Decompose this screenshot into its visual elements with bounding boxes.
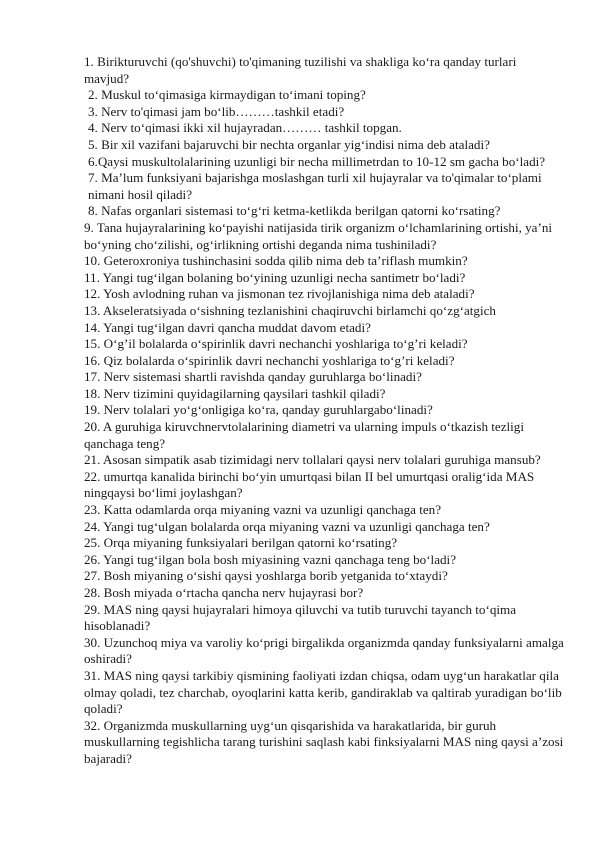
question-30: 30. Uzunchoq miya va varoliy ko‘prigi birgalikda organizmda qanday funksiyalarni amalga oshiradi? — [84, 634, 564, 667]
question-13: 13. Akseleratsiyada o‘sishning tezlanishini chaqiruvchi birlamchi qo‘zg‘atgich — [84, 302, 496, 318]
question-28: 28. Bosh miyada o‘rtacha qancha nerv hujayrasi bor? — [84, 585, 364, 600]
question-22: 22. umurtqa kanalida birinchi bo‘yin umurtqasi bilan II bel umurtqasi oralig‘ida MAS ningqaysi bo‘limi joylashgan? — [84, 468, 535, 501]
question-31: 31. MAS ning qaysi tarkibiy qismining faoliyati izdan chiqsa, odam uyg‘un harakatlar qila olmay qoladi, tez charchab, oyoqlarini katta kerib, gandiraklab va qaltirab yuradigan bo‘lib qoladi? — [84, 667, 562, 717]
question-8: 8. Nafas organlari sistemasi to‘g‘ri ketma-ketlikda berilgan qatorni ko‘rsating? — [88, 203, 501, 219]
question-20: 20. A guruhiga kiruvchnervtolalarining diametri va ularning impuls o‘tkazish tezligi qanchaga teng? — [84, 419, 524, 451]
question-4: 4. Nerv to‘qimasi ikki xil hujayradan……… tashkil topgan. — [88, 120, 402, 136]
question-32: 32. Organizmda muskullarning uyg‘un qisqarishida va harakatlarida, bir guruh muskullarning tegishlicha tarang turishini saqlash kabi finksiyalarni MAS ning qaysi a’zosi bajaradi? — [84, 717, 564, 766]
question-23: 23. Katta odamlarda orqa miyaning vazni va uzunligi qanchaga ten? — [84, 502, 442, 518]
question-16: 16. Qiz bolalarda o‘spirinlik davri nechanchi yoshlariga to‘g’ri keladi? — [84, 352, 455, 368]
question-17: 17. Nerv sistemasi shartli ravishda qanday guruhlarga bo‘linadi? — [84, 369, 422, 385]
question-5: 5. Bir xil vazifani bajaruvchi bir nechta organlar yig‘indisi nima deb ataladi? — [88, 136, 490, 152]
question-27: 27. Bosh miyaning o‘sishi qaysi yoshlarga borib yetganida to‘xtaydi? — [84, 568, 448, 584]
question-26: 26. Yangi tug‘ilgan bola bosh miyasining vazni qanchaga teng bo‘ladi? — [84, 551, 457, 567]
question-9: 9. Tana hujayralarining ko‘payishi natijasida tirik organizm o‘lchamlarining ortishi, ya’ni bo‘yning cho‘zilishi, og‘irlikning ortishi deganda nima tushiniladi? — [84, 219, 553, 252]
question-7: 7. Ma’lum funksiyani bajarishga moslashgan turli xil hujayralar va to'qimalar to‘plami nimani hosil qiladi? — [88, 170, 542, 202]
question-15: 15. O‘g’il bolalarda o‘spirinlik davri nechanchi yoshlariga to‘g’ri keladi? — [84, 336, 468, 352]
question-19: 19. Nerv tolalari yo‘g‘onligiga ko‘ra, qanday guruhlargabo‘linadi? — [84, 402, 433, 418]
question-10: 10. Geteroxroniya tushinchasini sodda qilib nima deb ta’riflash mumkin? — [84, 253, 468, 269]
question-18: 18. Nerv tizimini quyidagilarning qaysilari tashkil qiladi? — [84, 385, 386, 401]
question-1: 1. Birikturuvchi (qo'shuvchi) to'qimaning tuzilishi va shakliga ko‘ra qanday turlari mavjud? — [84, 54, 517, 86]
question-2: 2. Muskul to‘qimasiga kirmaydigan to‘imani toping? — [88, 87, 366, 103]
question-6: 6.Qaysi muskultolalarining uzunligi bir necha millimetrdan to 10-12 sm gacha bo‘ladi? — [88, 153, 546, 169]
question-25: 25. Orqa miyaning funksiyalari berilgan qatorni ko‘rsating? — [84, 535, 398, 551]
question-11: 11. Yangi tug‘ilgan bolaning bo‘yining uzunligi necha santimetr bo‘ladi? — [84, 269, 466, 285]
question-29: 29. MAS ning qaysi hujayralari himoya qiluvchi va tutib turuvchi tayanch to‘qima hisoblanadi? — [84, 601, 517, 634]
question-14: 14. Yangi tug‘ilgan davri qancha muddat davom etadi? — [84, 319, 371, 335]
question-12: 12. Yosh avlodning ruhan va jismonan tez rivojlanishiga nima deb ataladi? — [84, 286, 475, 302]
question-3: 3. Nerv to'qimasi jam bo‘lib………tashkil etadi? — [88, 103, 345, 119]
question-21: 21. Asosan simpatik asab tizimidagi nerv tollalari qaysi nerv tolalari guruhiga mansub? — [84, 452, 541, 468]
question-24: 24. Yangi tug‘ulgan bolalarda orqa miyaning vazni va uzunligi qanchaga ten? — [84, 518, 490, 534]
question-list — [84, 54, 564, 768]
